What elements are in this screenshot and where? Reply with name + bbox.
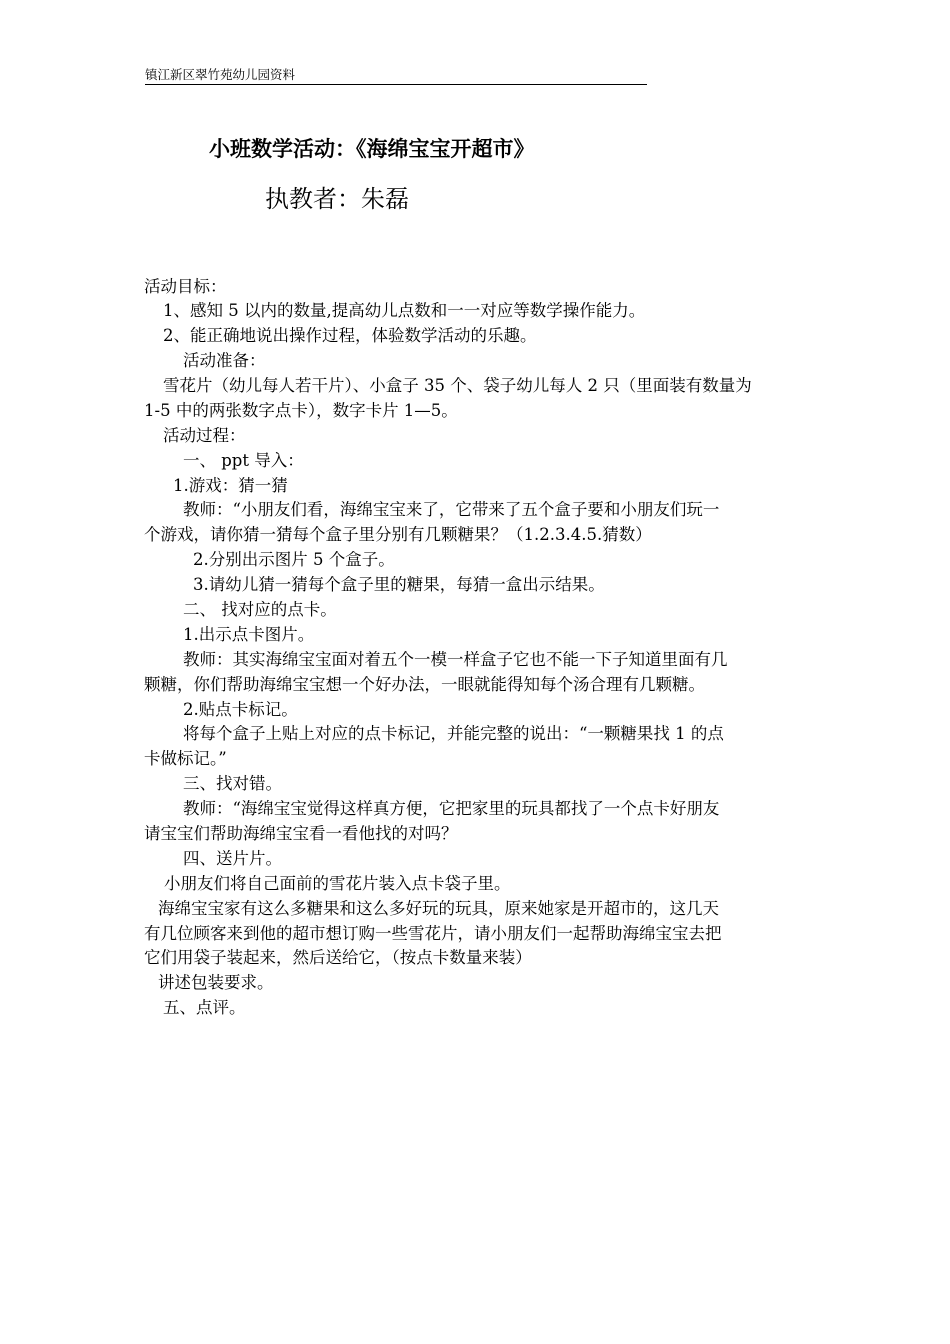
body-line: 1.游戏：猜一猜 <box>173 476 288 495</box>
body-line: 教师：其实海绵宝宝面对着五个一模一样盒子它也不能一下子知道里面有几 <box>183 650 728 669</box>
body-line: 3.请幼儿猜一猜每个盒子里的糖果，每猜一盒出示结果。 <box>193 575 605 594</box>
body-line: 1、感知 5 以内的数量,提高幼儿点数和一一对应等数学操作能力。 <box>163 301 646 320</box>
body-line: 教师：“小朋友们看，海绵宝宝来了，它带来了五个盒子要和小朋友们玩一 <box>183 500 720 519</box>
body-line: 卡做标记。” <box>144 749 227 768</box>
section-heading-preparation: 活动准备： <box>183 351 266 370</box>
body-line: 讲述包装要求。 <box>158 973 274 992</box>
page-header: 镇江新区翠竹苑幼儿园资料 <box>145 66 647 85</box>
body-line: 1-5 中的两张数字点卡），数字卡片 1—5。 <box>144 401 458 420</box>
body-line: 教师：“海绵宝宝觉得这样真方便，它把家里的玩具都找了一个点卡好朋友 <box>183 799 720 818</box>
body-line: 请宝宝们帮助海绵宝宝看一看他找的对吗？ <box>144 824 458 843</box>
body-line: 2、能正确地说出操作过程，体验数学活动的乐趣。 <box>163 326 537 345</box>
body-line: 海绵宝宝家有这么多糖果和这么多好玩的玩具，原来她家是开超市的，这几天 <box>158 899 719 918</box>
body-line: 它们用袋子装起来，然后送给它，（按点卡数量来装） <box>144 948 532 967</box>
body-line: 一、 ppt 导入： <box>183 451 304 470</box>
body-line: 将每个盒子上贴上对应的点卡标记，并能完整的说出：“一颗糖果找 1 的点 <box>183 724 724 743</box>
body-line: 2.分别出示图片 5 个盒子。 <box>193 550 395 569</box>
teacher-line: 执教者：朱磊 <box>265 185 409 213</box>
body-line: 1.出示点卡图片。 <box>183 625 315 644</box>
body-line: 有几位顾客来到他的超市想订购一些雪花片，请小朋友们一起帮助海绵宝宝去把 <box>144 924 722 943</box>
section-heading-goals: 活动目标： <box>144 277 227 296</box>
body-line: 五、点评。 <box>163 998 246 1017</box>
body-line: 三、找对错。 <box>183 774 282 793</box>
body-line: 个游戏，请你猜一猜每个盒子里分别有几颗糖果？（1.2.3.4.5.猜数） <box>144 525 652 544</box>
document-title: 小班数学活动：《海绵宝宝开超市》 <box>209 136 535 161</box>
body-line: 雪花片（幼儿每人若干片）、小盒子 35 个、袋子幼儿每人 2 只（里面装有数量为 <box>163 376 752 395</box>
body-line: 颗糖，你们帮助海绵宝宝想一个好办法，一眼就能得知每个汤合理有几颗糖。 <box>144 675 705 694</box>
body-line: 小朋友们将自己面前的雪花片装入点卡袋子里。 <box>164 874 511 893</box>
body-line: 2.贴点卡标记。 <box>183 700 298 719</box>
body-line: 四、送片片。 <box>183 849 282 868</box>
section-heading-process: 活动过程： <box>163 426 246 445</box>
body-line: 二、 找对应的点卡。 <box>183 600 337 619</box>
